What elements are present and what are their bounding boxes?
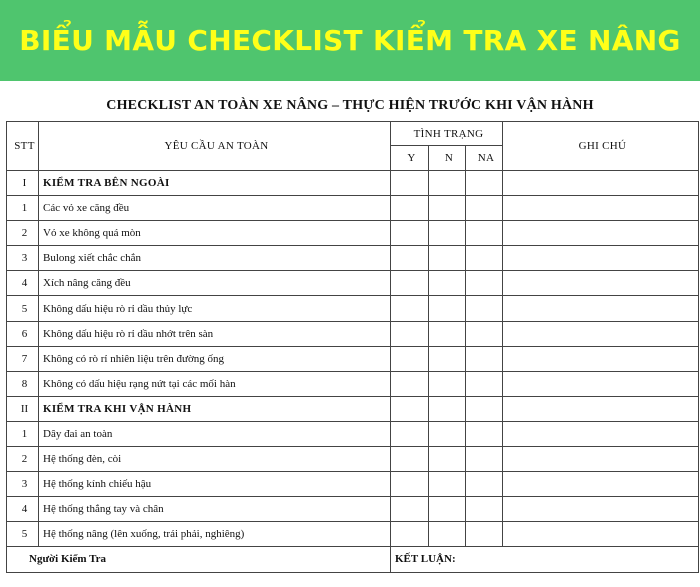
item-notes-cell[interactable]	[503, 472, 699, 497]
item-notes-cell[interactable]	[503, 421, 699, 446]
section-title: KIỂM TRA BÊN NGOÀI	[39, 171, 391, 196]
item-yes-checkbox[interactable]	[391, 472, 429, 497]
item-notes-cell[interactable]	[503, 522, 699, 547]
section-na-checkbox[interactable]	[466, 171, 503, 196]
item-requirement: Dây đai an toàn	[39, 421, 391, 446]
item-na-checkbox[interactable]	[466, 271, 503, 296]
item-na-checkbox[interactable]	[466, 472, 503, 497]
banner	[0, 0, 700, 81]
table-row	[7, 196, 699, 221]
header-no: N	[429, 146, 466, 171]
section-notes-cell[interactable]	[503, 396, 699, 421]
item-na-checkbox[interactable]	[466, 346, 503, 371]
item-no-checkbox[interactable]	[429, 271, 466, 296]
item-notes-cell[interactable]	[503, 221, 699, 246]
item-notes-cell[interactable]	[503, 497, 699, 522]
item-no-checkbox[interactable]	[429, 447, 466, 472]
item-requirement: Không dấu hiệu rò rỉ dầu thủy lực	[39, 296, 391, 321]
banner-title: BIỂU MẪU CHECKLIST KIỂM TRA XE NÂNG	[19, 24, 681, 57]
item-yes-checkbox[interactable]	[391, 321, 429, 346]
section-notes-cell[interactable]	[503, 171, 699, 196]
header-status: TÌNH TRẠNG	[391, 122, 503, 146]
item-notes-cell[interactable]	[503, 371, 699, 396]
item-yes-checkbox[interactable]	[391, 246, 429, 271]
table-row	[7, 221, 699, 246]
table-row	[7, 271, 699, 296]
item-number: 5	[7, 522, 39, 547]
section-index: I	[7, 171, 39, 196]
item-no-checkbox[interactable]	[429, 296, 466, 321]
item-requirement: Hệ thống đèn, còi	[39, 447, 391, 472]
table-row	[7, 497, 699, 522]
checklist-document	[0, 81, 700, 587]
header-requirement: YÊU CẦU AN TOÀN	[39, 122, 391, 171]
item-notes-cell[interactable]	[503, 271, 699, 296]
item-number: 8	[7, 371, 39, 396]
item-no-checkbox[interactable]	[429, 421, 466, 446]
item-number: 7	[7, 346, 39, 371]
checklist-table	[6, 121, 699, 573]
item-requirement: Các vỏ xe căng đều	[39, 196, 391, 221]
item-na-checkbox[interactable]	[466, 246, 503, 271]
table-row	[7, 296, 699, 321]
item-number: 1	[7, 421, 39, 446]
inspector-label: Người Kiểm Tra	[7, 547, 391, 572]
item-yes-checkbox[interactable]	[391, 221, 429, 246]
table-row	[7, 472, 699, 497]
header-na: NA	[466, 146, 503, 171]
item-requirement: Hệ thống thắng tay và chân	[39, 497, 391, 522]
conclusion-label: KẾT LUẬN:	[391, 547, 699, 572]
item-na-checkbox[interactable]	[466, 447, 503, 472]
item-requirement: Không có rò rỉ nhiên liệu trên đường ống	[39, 346, 391, 371]
item-yes-checkbox[interactable]	[391, 271, 429, 296]
item-number: 4	[7, 497, 39, 522]
item-requirement: Hệ thống nâng (lên xuống, trái phải, nghiêng)	[39, 522, 391, 547]
header-notes: GHI CHÚ	[503, 122, 699, 171]
item-no-checkbox[interactable]	[429, 472, 466, 497]
item-no-checkbox[interactable]	[429, 497, 466, 522]
item-number: 2	[7, 447, 39, 472]
item-na-checkbox[interactable]	[466, 421, 503, 446]
item-requirement: Xích nâng căng đều	[39, 271, 391, 296]
table-row	[7, 371, 699, 396]
item-number: 4	[7, 271, 39, 296]
section-yes-checkbox[interactable]	[391, 396, 429, 421]
item-requirement: Hệ thống kính chiếu hậu	[39, 472, 391, 497]
section-title: KIỂM TRA KHI VẬN HÀNH	[39, 396, 391, 421]
header-yes: Y	[391, 146, 429, 171]
item-yes-checkbox[interactable]	[391, 421, 429, 446]
item-requirement: Không dấu hiệu rò rỉ dầu nhớt trên sàn	[39, 321, 391, 346]
item-no-checkbox[interactable]	[429, 346, 466, 371]
item-notes-cell[interactable]	[503, 246, 699, 271]
item-yes-checkbox[interactable]	[391, 296, 429, 321]
footer-row	[7, 547, 699, 572]
item-requirement: Bulong xiết chắc chắn	[39, 246, 391, 271]
item-no-checkbox[interactable]	[429, 321, 466, 346]
item-no-checkbox[interactable]	[429, 221, 466, 246]
item-no-checkbox[interactable]	[429, 246, 466, 271]
item-notes-cell[interactable]	[503, 321, 699, 346]
item-number: 3	[7, 472, 39, 497]
table-row	[7, 346, 699, 371]
item-no-checkbox[interactable]	[429, 371, 466, 396]
header-stt: STT	[7, 122, 39, 171]
section-yes-checkbox[interactable]	[391, 171, 429, 196]
item-number: 3	[7, 246, 39, 271]
item-na-checkbox[interactable]	[466, 196, 503, 221]
item-na-checkbox[interactable]	[466, 522, 503, 547]
document-title: CHECKLIST AN TOÀN XE NÂNG – THỰC HIỆN TRƯỚC KHI VẬN HÀNH	[106, 98, 594, 113]
section-no-checkbox[interactable]	[429, 396, 466, 421]
item-yes-checkbox[interactable]	[391, 371, 429, 396]
item-requirement: Không có dấu hiệu rạng nứt tại các mối hàn	[39, 371, 391, 396]
section-no-checkbox[interactable]	[429, 171, 466, 196]
item-number: 6	[7, 321, 39, 346]
item-notes-cell[interactable]	[503, 447, 699, 472]
item-no-checkbox[interactable]	[429, 522, 466, 547]
item-notes-cell[interactable]	[503, 196, 699, 221]
item-notes-cell[interactable]	[503, 296, 699, 321]
item-yes-checkbox[interactable]	[391, 522, 429, 547]
header-row	[7, 122, 699, 146]
table-row	[7, 522, 699, 547]
table-row	[7, 447, 699, 472]
item-yes-checkbox[interactable]	[391, 346, 429, 371]
item-requirement: Vỏ xe không quá mòn	[39, 221, 391, 246]
table-row	[7, 246, 699, 271]
item-notes-cell[interactable]	[503, 346, 699, 371]
item-yes-checkbox[interactable]	[391, 196, 429, 221]
item-yes-checkbox[interactable]	[391, 497, 429, 522]
item-number: 5	[7, 296, 39, 321]
item-number: 2	[7, 221, 39, 246]
item-na-checkbox[interactable]	[466, 371, 503, 396]
section-index: II	[7, 396, 39, 421]
item-yes-checkbox[interactable]	[391, 447, 429, 472]
item-number: 1	[7, 196, 39, 221]
table-row	[7, 421, 699, 446]
item-na-checkbox[interactable]	[466, 321, 503, 346]
item-na-checkbox[interactable]	[466, 221, 503, 246]
section-row	[7, 171, 699, 196]
item-no-checkbox[interactable]	[429, 196, 466, 221]
section-na-checkbox[interactable]	[466, 396, 503, 421]
section-row	[7, 396, 699, 421]
item-na-checkbox[interactable]	[466, 296, 503, 321]
item-na-checkbox[interactable]	[466, 497, 503, 522]
table-row	[7, 321, 699, 346]
